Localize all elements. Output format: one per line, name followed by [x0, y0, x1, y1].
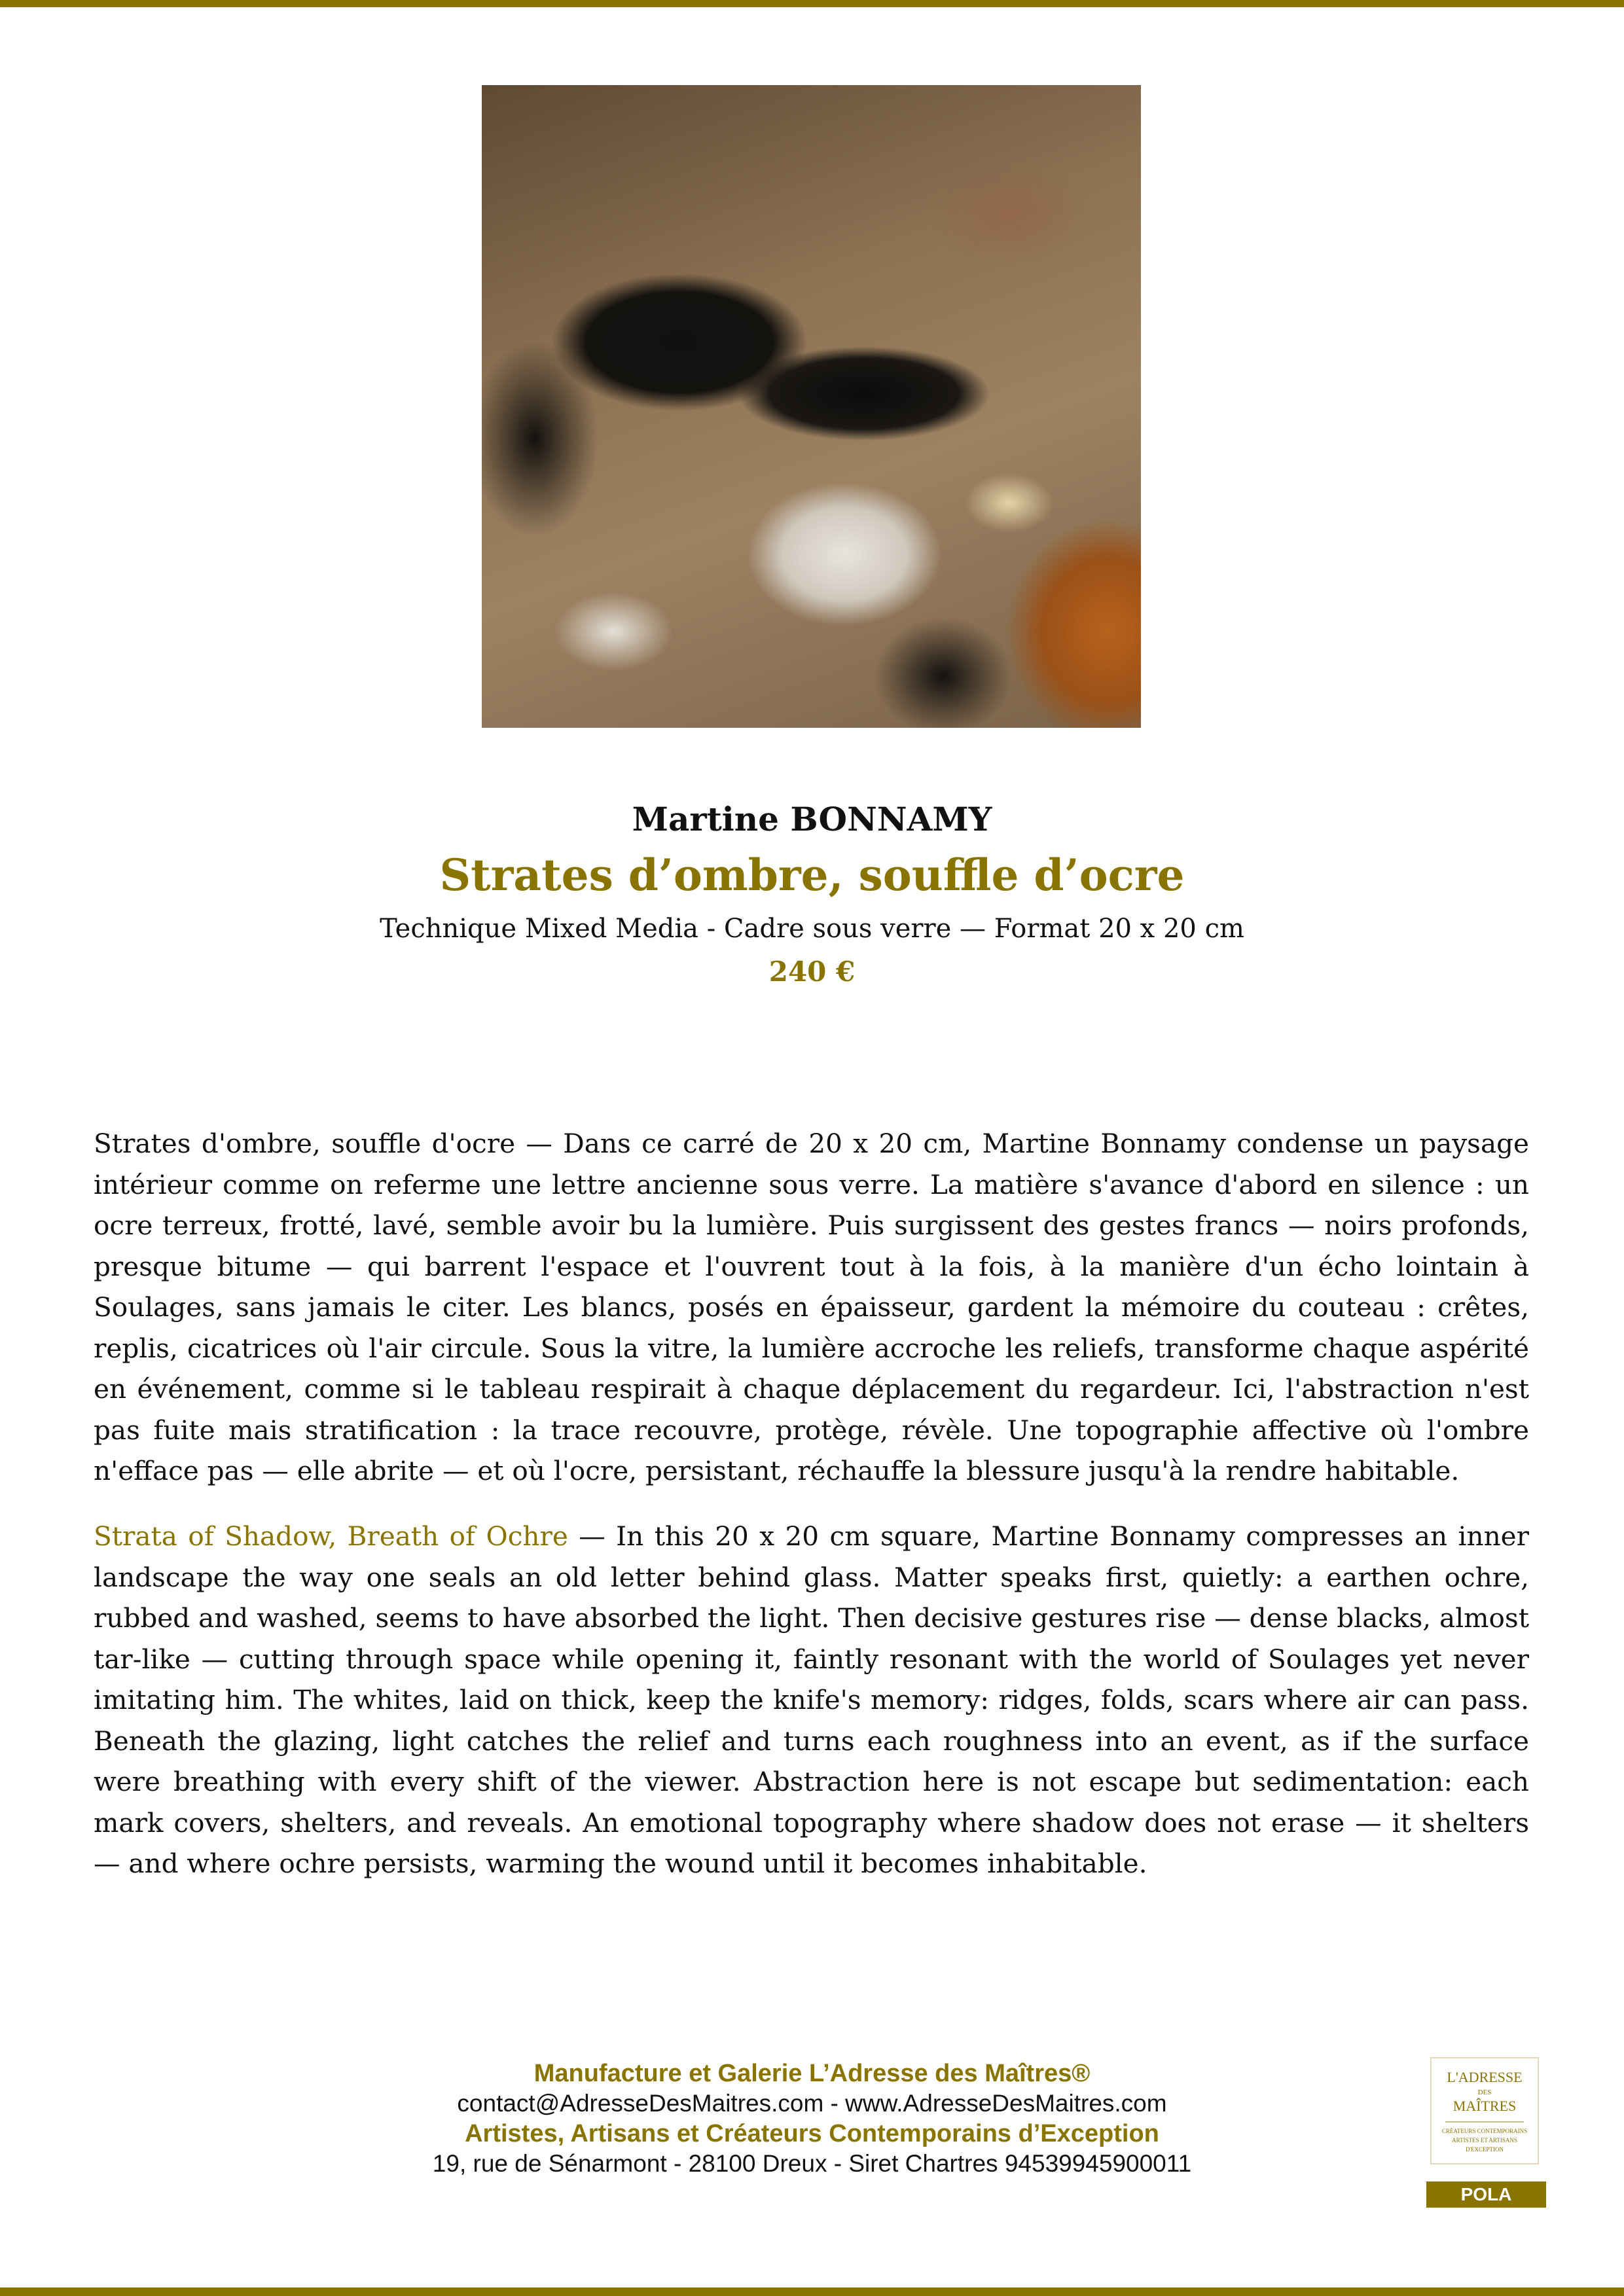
- bottom-rule: [0, 2287, 1624, 2296]
- logo-line1: L'ADRESSE: [1447, 2069, 1523, 2085]
- logo-line2: DES: [1477, 2089, 1492, 2096]
- footer-company: Manufacture et Galerie L’Adresse des Maîtres®: [533, 2060, 1091, 2087]
- description-en: [94, 1516, 1529, 1884]
- logo-divider: [1445, 2121, 1524, 2123]
- artwork-technique: Technique Mixed Media - Cadre sous verre — Format 20 x 20 cm: [380, 914, 1244, 944]
- artist-name: Martine BONNAMY: [632, 800, 992, 838]
- artwork-title: Strates d’ombre, souffle d’ocre: [439, 850, 1185, 901]
- logo-line3: MAÎTRES: [1453, 2098, 1517, 2114]
- description-en-text: — In this 20 x 20 cm square, Martine Bonnamy compresses an inner landscape the way one seals an old letter behind glass. Matter speaks first, quietly: a earthen ochre, rubbed and washed, seems to have absorbed the light. Then decisive gestures rise — dense blacks, almost tar-like — cutting through space while opening it, faintly resonant with the world of Soulages yet never imitating him. The whites, laid on thick, keep the knife's memory: ridges, folds, scars where air can pass. Beneath the glazing, light catches the relief and turns each roughness into an event, as if the surface were breathing with every shift of the viewer. Abstraction here is not escape but sedimentation: each mark covers, shelters, and reveals. An emotional topography where shadow does not erase — it shelters — and where ochre persists, warming the wound until it becomes inhabitable.: [94, 1520, 1529, 1879]
- description-fr: Strates d'ombre, souffle d'ocre — Dans ce carré de 20 x 20 cm, Martine Bonnamy condense un paysage intérieur comme on referme une lettre ancienne sous verre. La matière s'avance d'abord en silence : un ocre terreux, frotté, lavé, semble avoir bu la lumière. Puis surgissent des gestes francs — noirs profonds, presque bitume — qui barrent l'espace et l'ouvrent tout à la fois, à la manière d'un écho lointain à Soulages, sans jamais le citer. Les blancs, posés en épaisseur, gardent la mémoire du couteau : crêtes, replis, cicatrices où l'air circule. Sous la vitre, la lumière accroche les reliefs, transforme chaque aspérité en événement, comme si le tableau respirait à chaque déplacement du regardeur. Ici, l'abstraction n'est pas fuite mais stratification : la trace recouvre, protège, révèle. Une topographie affective où l'ombre n'efface pas — elle abrite — et où l'ocre, persistant, réchauffe la blessure jusqu'à la rendre habitable.: [94, 1128, 1529, 1486]
- gallery-logo: [1430, 2057, 1539, 2164]
- top-rule: [0, 0, 1624, 7]
- footer-contact: contact@AdresseDesMaitres.com - www.AdresseDesMaitres.com: [457, 2090, 1167, 2117]
- logo-sub2: ARTISTES ET ARTISANS: [1452, 2137, 1517, 2144]
- artwork-image: [482, 85, 1141, 728]
- artwork-price: 240 €: [768, 956, 856, 988]
- pola-badge: POLA: [1426, 2181, 1546, 2208]
- footer-tagline: Artistes, Artisans et Créateurs Contemporains d’Exception: [465, 2120, 1159, 2147]
- logo-sub1: CRÉATEURS CONTEMPORAINS: [1441, 2128, 1528, 2134]
- description-en-title: Strata of Shadow, Breath of Ochre: [94, 1520, 568, 1552]
- logo-sub3: D'EXCEPTION: [1465, 2146, 1504, 2153]
- footer: [0, 2058, 1624, 2179]
- footer-address: 19, rue de Sénarmont - 28100 Dreux - Siret Chartres 94539945900011: [432, 2150, 1192, 2177]
